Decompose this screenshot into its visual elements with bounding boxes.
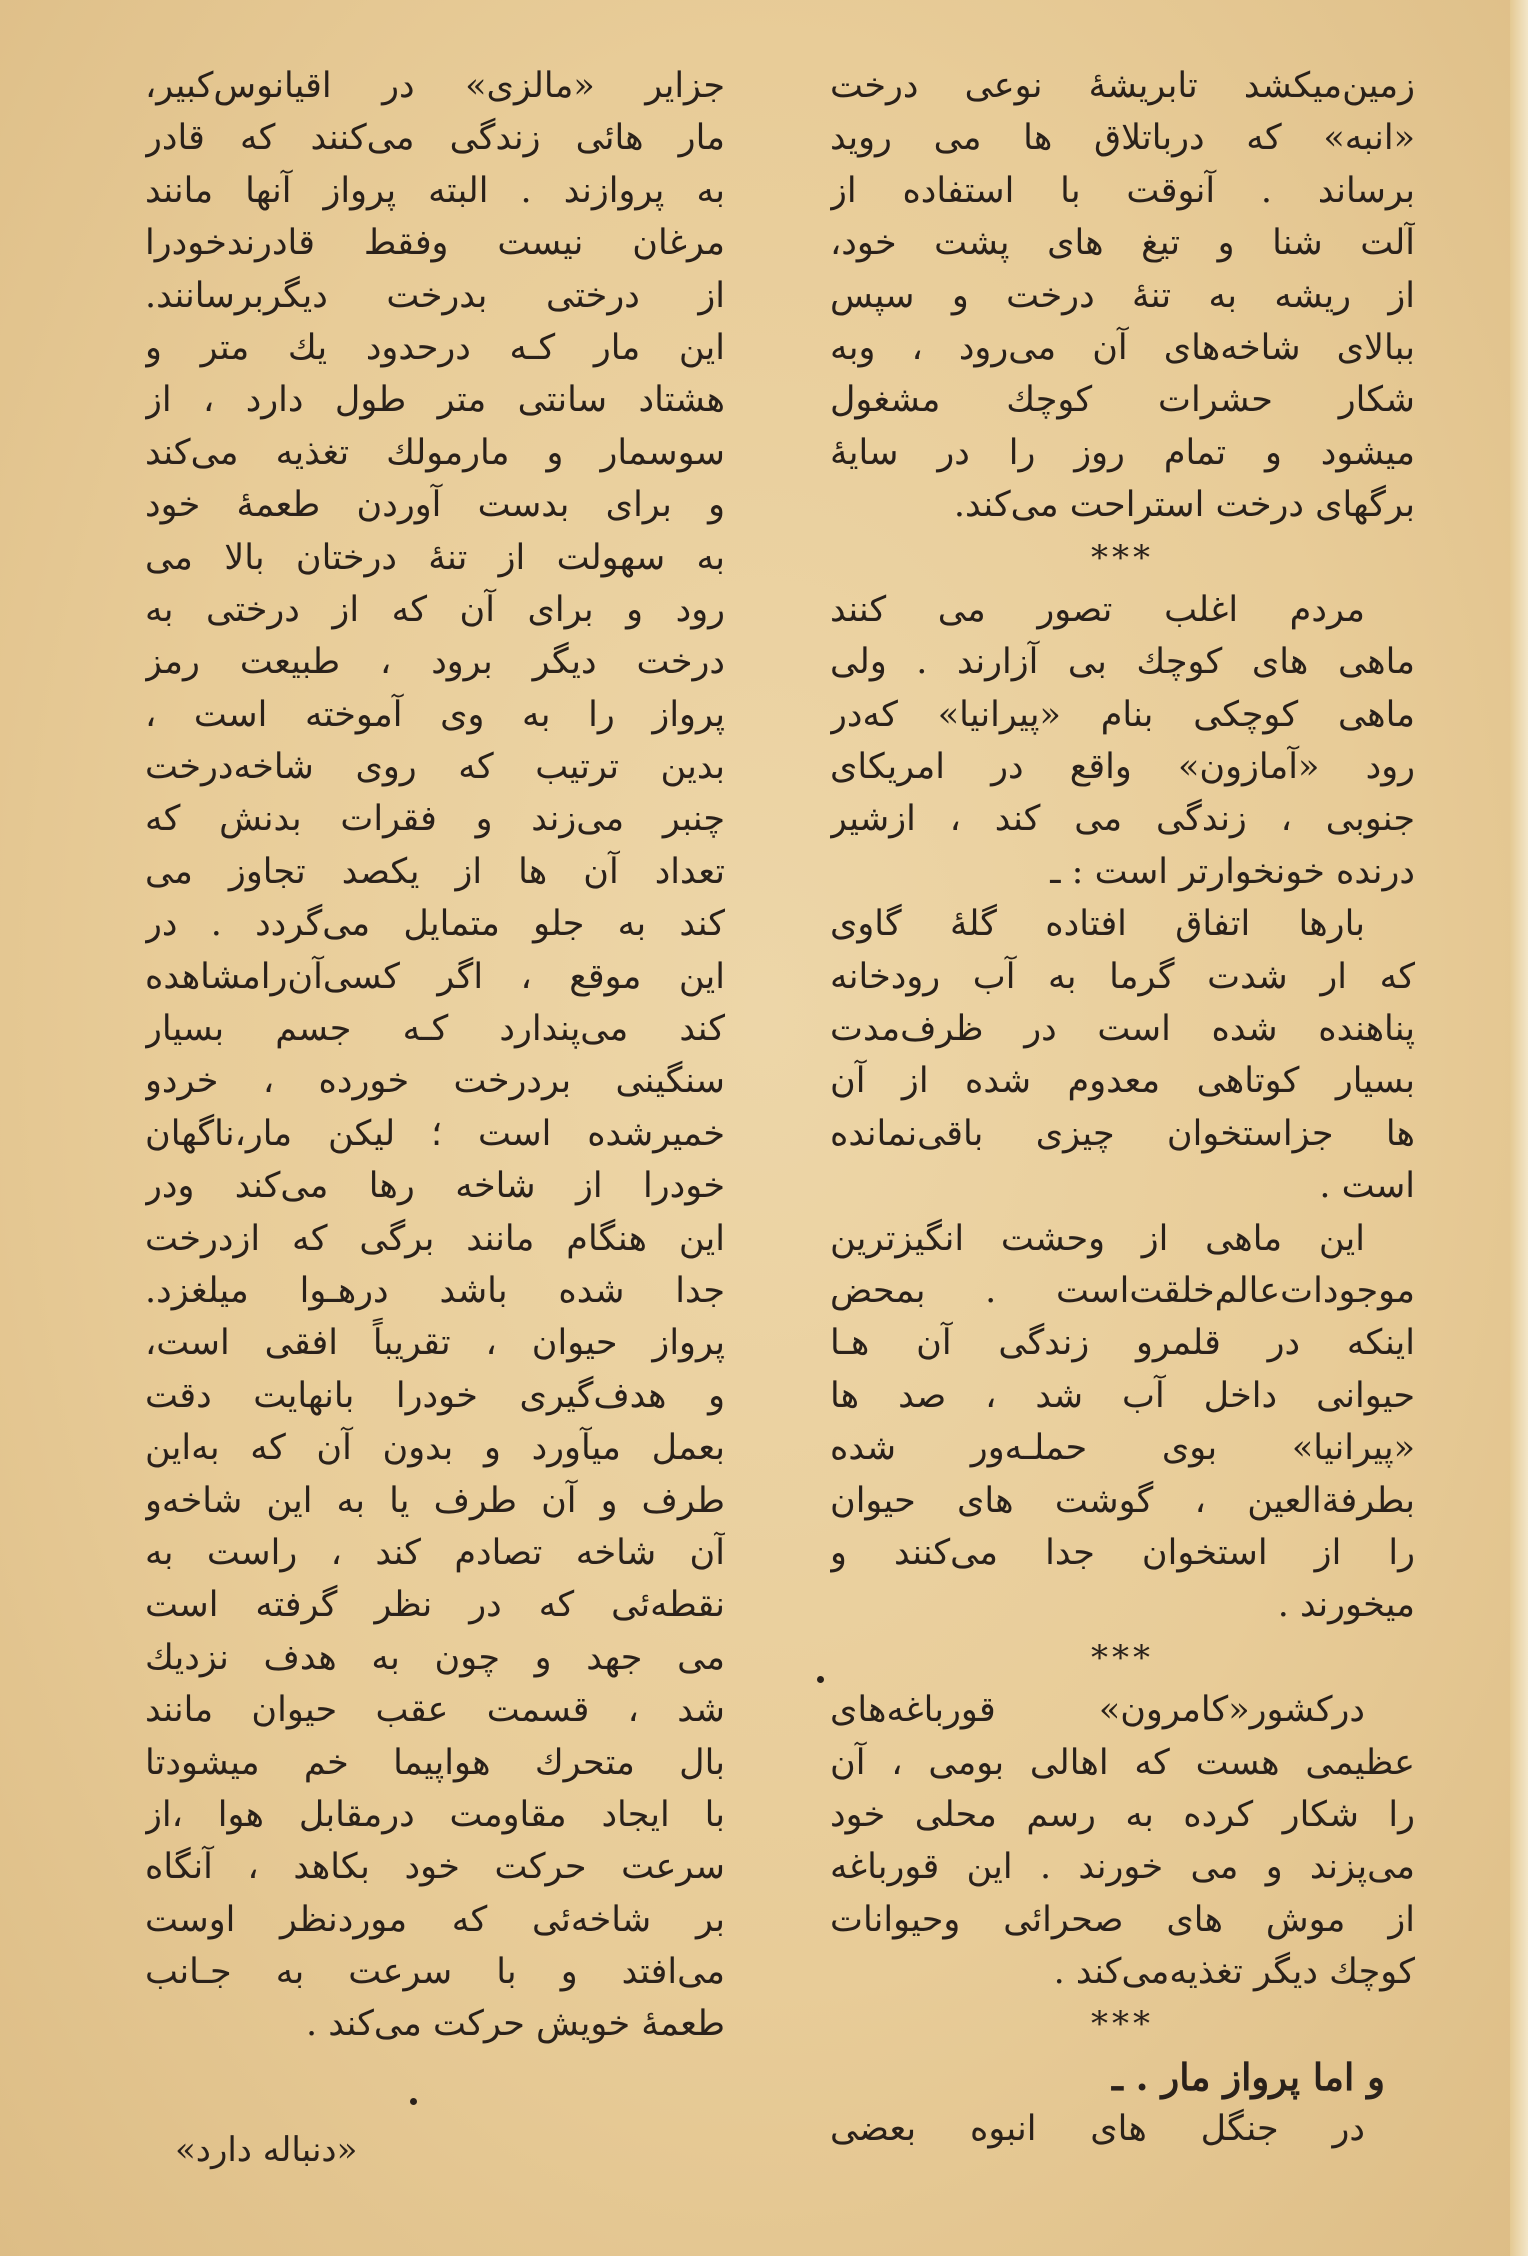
paragraph-cameroon-frogs	[830, 1684, 1415, 1998]
paragraph-piranha-attack	[830, 1213, 1415, 1632]
text-line: ها جزاستخوان چیزی باقی‌نمانده	[830, 1113, 1415, 1154]
text-line: ماهی کوچکی بنام «پیرانیا» که‌در	[830, 694, 1415, 735]
text-line: بعمل میآورد و بدون آن که به‌این	[145, 1428, 725, 1469]
text-line: سوسمار و مارمولك تغذیه می‌کند	[145, 432, 725, 473]
text-line: ببالای شاخه‌های آن می‌رود ، وبه	[830, 327, 1415, 368]
text-line: کند می‌پندارد کـه جسم بسیار	[145, 1009, 725, 1050]
text-line: پناهنده شده است در ظرف‌مدت	[830, 1009, 1415, 1050]
text-line: طرف و آن طرف یا به این شاخه‌و	[145, 1480, 725, 1521]
section-heading-snake-flight: و اما پرواز مار . ـ	[1111, 2054, 1385, 2099]
section-separator: ***	[1091, 1637, 1154, 1678]
text-line: موجودات‌عالم‌خلقت‌است . بمحض	[830, 1270, 1415, 1311]
ink-dot	[410, 2098, 417, 2105]
text-line: می جهد و چون به هدف نزدیك	[145, 1637, 725, 1678]
text-line: بارها اتفاق افتاده گلهٔ گاوی	[830, 904, 1365, 945]
text-line: حیوانی داخل آب شد ، صد ها	[830, 1375, 1415, 1416]
text-line: بطرفة‌العین ، گوشت های حیوان	[830, 1480, 1415, 1521]
text-line: طعمهٔ خویش حرکت می‌کند .	[306, 2004, 725, 2045]
text-line: به سهولت از تنهٔ درختان بالا می	[145, 537, 725, 578]
text-line: شد ، قسمت عقب حیوان مانند	[145, 1690, 725, 1731]
section-separator: ***	[1091, 537, 1154, 578]
left-column	[145, 60, 725, 2051]
text-line: بال متحرك هواپیما خم میشودتا	[145, 1742, 725, 1783]
paragraph-piranha-intro	[830, 584, 1415, 898]
text-line: را از استخوان جدا می‌کنند و	[830, 1532, 1415, 1573]
text-line: پرواز را به وی آموخته است ،	[145, 694, 725, 735]
text-line: که ار شدت گرما به آب رودخانه	[830, 956, 1415, 997]
to-be-continued-note: «دنباله دارد»	[175, 2130, 358, 2170]
text-line: عظیمی هست که اهالی بومی ، آن	[830, 1742, 1415, 1783]
text-line: ماهی های کوچك بی آزارند . ولی	[830, 642, 1415, 683]
text-line: آلت شنا و تیغ های پشت خود،	[830, 223, 1415, 264]
text-line: جدا شده باشد درهـوا میلغزد.	[145, 1270, 725, 1311]
text-line: می‌پزند و می خورند . این قورباغه	[830, 1847, 1415, 1888]
text-line: این مار کـه درحدود یك متر و	[145, 327, 725, 368]
text-line: با ایجاد مقاومت درمقابل هوا ،از	[145, 1794, 725, 1835]
text-line: هشتاد سانتی متر طول دارد ، از	[145, 380, 725, 421]
text-line: نقطه‌ئی که در نظر گرفته است	[145, 1585, 725, 1626]
text-line: سنگینی بردرخت خورده ، خردو	[145, 1061, 725, 1102]
text-line: زمین‌میکشد تابریشهٔ نوعی درخت	[830, 66, 1415, 106]
text-line: مار هائی زندگی می‌کنند که قادر	[145, 118, 725, 159]
paragraph-mango-fish	[830, 60, 1415, 532]
text-line: کوچك دیگر تغذیه‌می‌کند .	[1053, 1952, 1415, 1993]
text-line: مردم اغلب تصور می کنند	[830, 589, 1365, 630]
text-line: این هنگام مانند برگی که ازدرخت	[145, 1218, 725, 1259]
text-line: از موش های صحرائی وحیوانات	[830, 1899, 1415, 1940]
text-line: برگهای درخت استراحت می‌کند.	[953, 485, 1415, 526]
text-line: در جنگل های انبوه بعضی	[830, 2109, 1365, 2150]
text-line: رود و برای آن که از درختی به	[145, 589, 725, 630]
text-line: درنده خونخوارتر است : ـ	[1050, 851, 1415, 892]
text-line: پرواز حیوان ، تقریباً افقی است،	[145, 1323, 725, 1364]
text-line: خمیرشده است ؛ لیکن مار،ناگهان	[145, 1113, 725, 1154]
text-line: این ماهی از وحشت انگیزترین	[830, 1218, 1365, 1259]
text-line: «انبه» که درباتلاق ها می روید	[830, 118, 1415, 159]
text-line: اینکه در قلمرو زندگی آن هـا	[830, 1323, 1415, 1364]
text-line: بدین ترتیب که روی شاخه‌درخت	[145, 747, 725, 788]
text-line: برساند . آنوقت با استفاده از	[830, 170, 1415, 211]
page-edge	[1510, 0, 1528, 2256]
text-line: رود «آمازون» واقع در امریکای	[830, 747, 1415, 788]
text-line: بر شاخه‌ئی که موردنظر اوست	[145, 1899, 725, 1940]
text-line: شکار حشرات کوچك مشغول	[830, 380, 1415, 421]
text-line: تعداد آن ها از یکصد تجاوز می	[145, 851, 725, 892]
text-line: جزایر «مالزی» در اقیانوس‌کبیر،	[145, 66, 725, 106]
text-line: سرعت حرکت خود بکاهد ، آنگاه	[145, 1847, 725, 1888]
text-line: میشود و تمام روز را در سایهٔ	[830, 432, 1415, 473]
text-line: این موقع ، اگر کسی‌آن‌رامشاهده	[145, 956, 725, 997]
text-line: چنبر می‌زند و فقرات بدنش که	[145, 799, 725, 840]
ink-dot	[817, 1676, 824, 1683]
text-line: «پیرانیا» بوی حملـه‌ور شده	[830, 1428, 1415, 1469]
section-separator: ***	[1091, 2004, 1154, 2045]
text-line: خودرا از شاخه رها می‌کند ودر	[145, 1166, 725, 1207]
text-line: از ریشه به تنهٔ درخت و سپس	[830, 275, 1415, 316]
text-line: مرغان نیست وفقط قادرندخودرا	[145, 223, 725, 264]
text-line: به پروازند . البته پرواز آنها مانند	[145, 170, 725, 211]
text-line: میخورند .	[1277, 1585, 1415, 1626]
text-line: بسیار کوتاهی معدوم شده از آن	[830, 1061, 1415, 1102]
text-line: می‌افتد و با سرعت به جـانب	[145, 1952, 725, 1993]
text-line: درخت دیگر برود ، طبیعت رمز	[145, 642, 725, 683]
text-line: کند به جلو متمایل می‌گردد . در	[145, 904, 725, 945]
text-line: است .	[1319, 1166, 1415, 1207]
text-line: و برای بدست آوردن طعمهٔ خود	[145, 485, 725, 526]
text-line: و هدف‌گیری خودرا بانهایت دقت	[145, 1375, 725, 1416]
right-column	[830, 60, 1415, 2156]
text-line: جنوبی ، زندگی می کند ، ازشیر	[830, 799, 1415, 840]
text-line: را شکار کرده به رسم محلی خود	[830, 1794, 1415, 1835]
paragraph-piranha-cattle	[830, 898, 1415, 1212]
text-line: آن شاخه تصادم کند ، راست به	[145, 1532, 725, 1573]
text-line: درکشور«کامرون» قورباغه‌های	[830, 1690, 1365, 1731]
text-line: از درختی بدرخت دیگربرسانند.	[145, 275, 725, 316]
